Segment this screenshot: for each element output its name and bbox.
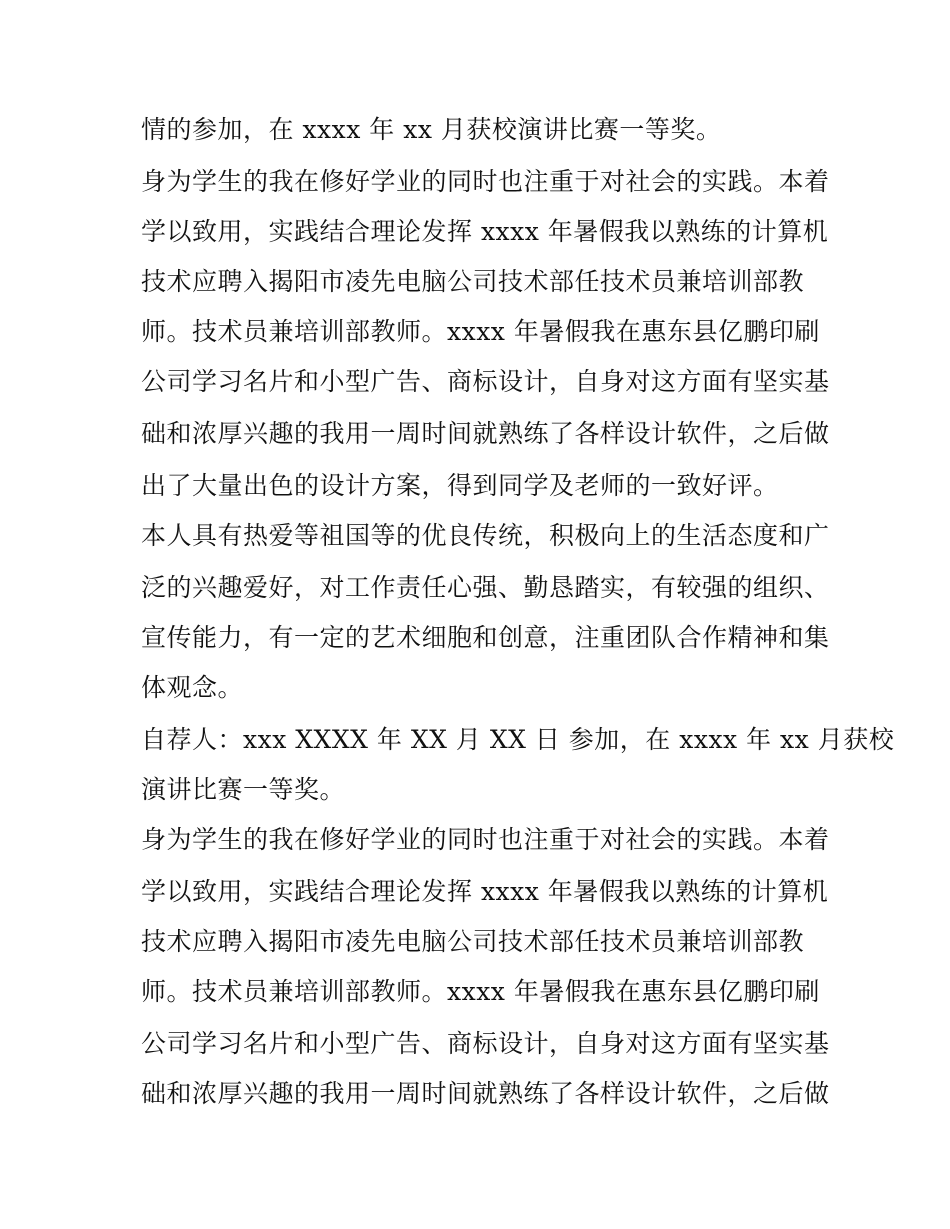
text-line-19: 公司学习名片和小型广告、商标设计，自身对这方面有坚实基: [141, 1029, 830, 1058]
text-line-13: 自荐人：xxx XXXX 年 XX 月 XX 日 参加，在 xxxx 年 xx 月获校: [141, 725, 895, 754]
text-line-6: 公司学习名片和小型广告、商标设计，自身对这方面有坚实基: [141, 367, 830, 396]
text-line-16: 学以致用，实践结合理论发挥 xxxx 年暑假我以熟练的计算机: [141, 877, 829, 906]
text-line-11: 宣传能力，有一定的艺术细胞和创意，注重团队合作精神和集: [141, 623, 830, 652]
text-line-14: 演讲比赛一等奖。: [141, 775, 346, 804]
text-line-10: 泛的兴趣爱好，对工作责任心强、勤恳踏实，有较强的组织、: [141, 573, 830, 602]
text-line-12: 体观念。: [141, 673, 244, 702]
text-line-15: 身为学生的我在修好学业的同时也注重于对社会的实践。本着: [141, 825, 830, 854]
text-line-4: 技术应聘入揭阳市凌先电脑公司技术部任技术员兼培训部教: [141, 267, 805, 296]
text-line-5: 师。技术员兼培训部教师。xxxx 年暑假我在惠东县亿鹏印刷: [141, 317, 820, 346]
text-line-17: 技术应聘入揭阳市凌先电脑公司技术部任技术员兼培训部教: [141, 927, 805, 956]
text-line-8: 出了大量出色的设计方案，得到同学及老师的一致好评。: [141, 471, 779, 500]
text-line-20: 础和浓厚兴趣的我用一周时间就熟练了各样设计软件，之后做: [141, 1079, 830, 1108]
text-line-1: 情的参加，在 xxxx 年 xx 月获校演讲比赛一等奖。: [141, 115, 722, 144]
text-line-7: 础和浓厚兴趣的我用一周时间就熟练了各样设计软件，之后做: [141, 419, 830, 448]
text-line-9: 本人具有热爱等祖国等的优良传统，积极向上的生活态度和广: [141, 521, 830, 550]
text-line-18: 师。技术员兼培训部教师。xxxx 年暑假我在惠东县亿鹏印刷: [141, 977, 820, 1006]
text-line-2: 身为学生的我在修好学业的同时也注重于对社会的实践。本着: [141, 167, 830, 196]
text-line-3: 学以致用，实践结合理论发挥 xxxx 年暑假我以熟练的计算机: [141, 217, 829, 246]
